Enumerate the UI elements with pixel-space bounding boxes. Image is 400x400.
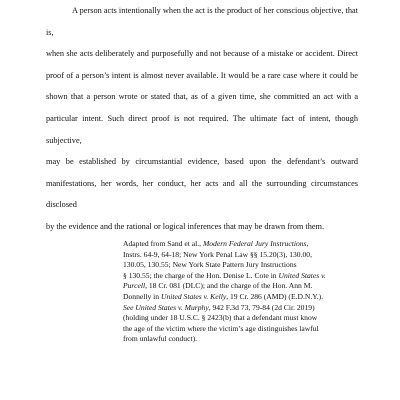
citation-line: from unlawful conduct). (123, 334, 198, 344)
citation-line (123, 303, 338, 314)
citation-text: Donnelly in (123, 291, 161, 301)
body-paragraph (46, 0, 358, 238)
citation-line (123, 281, 338, 292)
paragraph-line: shown that a person wrote or stated that, as of a given time, she committed an act with a (46, 92, 358, 102)
citation-text: , 942 F.3d 73, 79-84 (2d Cir. 2019) (208, 302, 315, 312)
citation-note (123, 239, 338, 345)
citation-line (123, 292, 338, 303)
citation-line (123, 239, 338, 250)
paragraph-line: manifestations, her words, her conduct, her acts and all the surrounding circumstances disclosed (46, 178, 358, 210)
citation-italic: See United States v. Murphy (123, 302, 209, 312)
paragraph-line: proof of a person’s intent is almost never available. It would be a rare case where it could be (46, 70, 358, 80)
citation-line: (holding under 18 U.S.C. § 2423(b) that a defendant must know (123, 313, 318, 323)
citation-line (123, 271, 338, 282)
citation-italic: United States v. Kelly (160, 291, 227, 301)
paragraph-line: when she acts deliberately and purposefully and not because of a mistake or accident. Direct (46, 49, 358, 59)
paragraph-line: A person acts intentionally when the act is the product of her conscious objective, that is, (46, 6, 358, 37)
citation-text: , (306, 239, 309, 248)
citation-text: , 18 Cr. 081 (DLC); and the charge of the Hon. Ann M. (145, 281, 313, 291)
citation-italic: United States v. (278, 270, 326, 280)
paragraph-line: particular intent. Such direct proof is not required. The ultimate fact of intent, though subjective, (46, 113, 358, 145)
citation-text: , 19 Cr. 286 (AMD) (E.D.N.Y.). (226, 291, 324, 301)
citation-line: 130.05, 130.55; New York State Pattern Jury Instructions (123, 260, 297, 270)
paragraph-line: by the evidence and the rational or logical inferences that may be drawn from them. (46, 221, 325, 231)
paragraph-line: may be established by circumstantial evidence, based upon the defendant’s outward (46, 157, 358, 167)
citation-italic: Purcell (123, 281, 146, 291)
citation-line: Instrs. 64-9, 64-18; New York Penal Law §§ 15.20(3), 130.00, (123, 249, 312, 259)
citation-italic: Modern Federal Jury Instructions (202, 239, 307, 248)
citation-line: the age of the victim where the victim’s age distinguishes lawful (123, 323, 319, 333)
citation-text: § 130.55; the charge of the Hon. Denise L. Cote in (123, 270, 279, 280)
citation-text: Adapted from Sand et al., (123, 239, 203, 248)
